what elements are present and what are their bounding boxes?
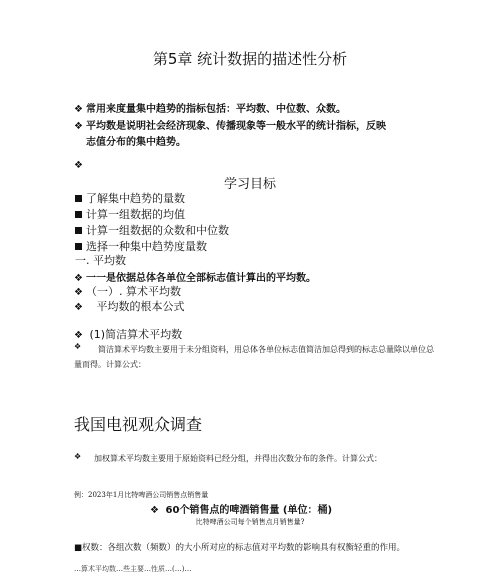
bullet-line-2: ❖ 平均数是说明社会经济现象、传播现象等一般水平的统计指标，反映: [74, 121, 386, 132]
example-title: ❖ 60个销售点的啤酒销售量 (单位：桶): [150, 505, 333, 516]
example-line: 例：2023年1月比特啤酒公司销售点销售量: [74, 491, 209, 499]
definition-line: ❖ 一一是依据总体各单位全部标志值计算出的平均数。: [74, 273, 316, 284]
bullet-line-1: ❖ 常用来度量集中趋势的指标包括：平均数、中位数、众数。: [74, 104, 346, 115]
weighted-mean-description: 加权算术平均数主要用于原始资料已经分组，并得出次数分布的条件。计算公式：: [94, 454, 382, 463]
subsection-line: ❖ （一）. 算术平均数: [74, 285, 181, 298]
diamond-bullet-icon: ❖: [74, 342, 82, 351]
diamond-bullet-icon: ❖: [74, 287, 83, 298]
diamond-bullet-icon: ❖: [74, 104, 83, 115]
square-bullet-icon: [75, 211, 82, 218]
survey-heading: 我国电视观众调查: [74, 415, 203, 434]
objectives-heading: 学习目标: [223, 177, 276, 192]
simple-mean-heading: ❖ (1)简洁算术平均数: [74, 328, 183, 341]
simple-mean-description: 简洁算术平均数主要用于未分组资料，用总体各单位标志值简洁加总得到的标志总量除以单位总量而得。计算公式：: [74, 345, 434, 369]
page-title: 第5章 统计数据的描述性分析: [152, 50, 348, 68]
diamond-bullet-icon: ❖: [74, 302, 83, 313]
square-bullet-icon: [75, 195, 82, 202]
objective-item: 计算一组数据的众数和中位数: [75, 222, 229, 238]
example-subtitle: 比特啤酒公司每个销售点月销售量?: [195, 518, 305, 526]
bullet-line-3: 志值分布的集中趋势。: [86, 137, 186, 148]
diamond-bullet-icon: ❖: [74, 273, 83, 284]
diamond-bullet-icon: ❖: [74, 121, 83, 132]
cut-off-line: …算术平均数…些主要…性质…(…)…: [74, 565, 192, 573]
square-bullet-icon: [75, 227, 82, 234]
weight-description: ■权数：各组次数（频数）的大小所对应的标志值对平均数的影响具有权衡轻重的作用。: [74, 543, 406, 553]
square-bullet-icon: [75, 243, 82, 250]
subsection-line: ❖ 平均数的根本公式: [74, 300, 185, 313]
diamond-bullet-icon: ❖: [74, 330, 83, 341]
diamond-bullet-icon: ❖: [150, 505, 159, 516]
diamond-bullet-icon: ❖: [74, 452, 82, 461]
diamond-bullet-icon: ❖: [74, 160, 83, 171]
objective-item: 了解集中趋势的量数: [75, 190, 185, 206]
objective-item: 选择一种集中趋势度量数: [75, 238, 207, 254]
objective-item: 计算一组数据的均值: [75, 206, 185, 222]
section-heading: 一. 平均数: [75, 254, 126, 267]
